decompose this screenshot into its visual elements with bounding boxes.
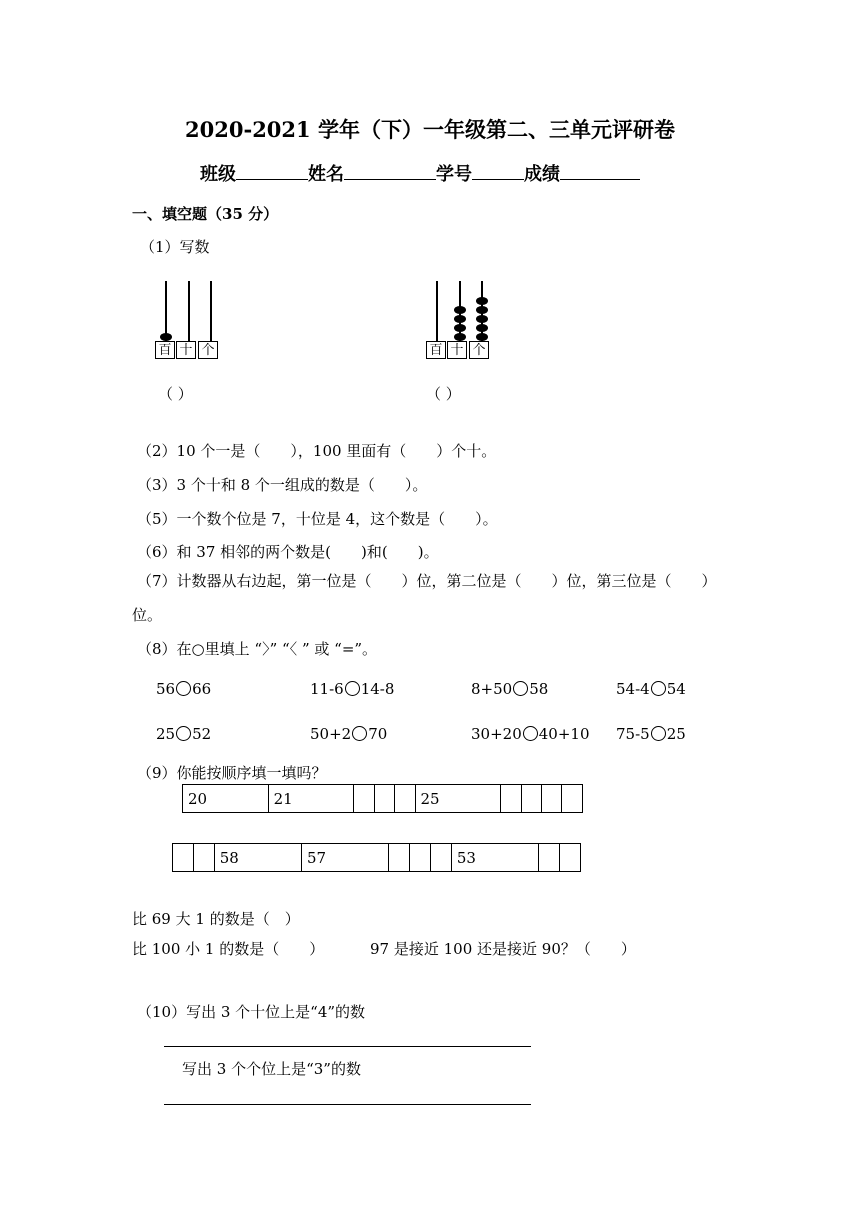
- q10-label2: 写出 3 个个位上是“3”的数: [182, 1060, 361, 1078]
- section-heading: 一、填空题（35 分）: [132, 205, 279, 223]
- q9-extra-line2a: 比 100 小 1 的数是（ ）: [132, 940, 325, 958]
- q5: （5）一个数个位是 7，十位是 4，这个数是（ ）。: [137, 510, 498, 528]
- compare-circle[interactable]: [651, 681, 666, 696]
- q10-label: （10）写出 3 个十位上是“4”的数: [137, 1003, 366, 1021]
- abacus-bead: [476, 297, 488, 305]
- sequence-cell[interactable]: [539, 844, 560, 872]
- abacus-bead: [160, 333, 172, 341]
- compare-item: 75-5 25: [616, 725, 686, 743]
- q7-line1: （7）计数器从右边起，第一位是（ ）位，第二位是（ ）位，第三位是（ ）: [137, 572, 717, 590]
- sequence-cell[interactable]: 21: [268, 785, 354, 813]
- abacus-bead: [454, 315, 466, 323]
- abacus-1: [155, 281, 255, 371]
- sequence-cell[interactable]: [354, 785, 374, 813]
- q9-label: （9）你能按顺序填一填吗？: [137, 764, 327, 782]
- compare-circle[interactable]: [352, 726, 367, 741]
- place-hundreds: 百: [426, 341, 446, 359]
- sequence-cell[interactable]: [542, 785, 562, 813]
- abacus-2: [426, 281, 526, 371]
- place-ones: 个: [469, 341, 489, 359]
- sequence-cell[interactable]: [562, 785, 583, 813]
- q9-extra-line2b: 97 是接近 100 还是接近 90？（ ）: [370, 940, 636, 958]
- q8-label: （8）在○里填上 “〉” “〈 ” 或 “=”。: [137, 640, 378, 658]
- abacus-bead: [476, 306, 488, 314]
- compare-item: 54-4 54: [616, 680, 686, 698]
- sequence-row-2: [172, 843, 581, 872]
- sequence-cell[interactable]: [431, 844, 452, 872]
- number-label: 学号: [436, 164, 472, 185]
- abacus-bead: [454, 306, 466, 314]
- place-tens: 十: [176, 341, 196, 359]
- compare-circle[interactable]: [651, 726, 666, 741]
- name-blank[interactable]: [344, 161, 436, 180]
- q7-line2: 位。: [132, 606, 163, 624]
- sequence-cell[interactable]: 57: [302, 844, 389, 872]
- name-label: 姓名: [308, 164, 344, 185]
- sequence-cell[interactable]: [410, 844, 431, 872]
- sequence-cell[interactable]: [173, 844, 194, 872]
- abacus-bead: [476, 333, 488, 341]
- sequence-cell[interactable]: [193, 844, 214, 872]
- rod-tens: [188, 281, 190, 341]
- compare-item: 30+20 40+10: [471, 725, 590, 743]
- compare-circle[interactable]: [176, 681, 191, 696]
- compare-item: 25 52: [156, 725, 212, 743]
- q6: （6）和 37 相邻的两个数是( )和( )。: [137, 543, 439, 561]
- sequence-cell[interactable]: [374, 785, 394, 813]
- place-tens: 十: [447, 341, 467, 359]
- abacus-bead: [454, 324, 466, 332]
- place-ones: 个: [198, 341, 218, 359]
- sequence-cell[interactable]: 20: [183, 785, 269, 813]
- compare-circle[interactable]: [513, 681, 528, 696]
- compare-circle[interactable]: [523, 726, 538, 741]
- abacus-bead: [476, 324, 488, 332]
- q9-extra-line1: 比 69 大 1 的数是（ ）: [132, 910, 300, 928]
- answer-line[interactable]: [164, 1046, 531, 1047]
- rod-hundreds: [436, 281, 438, 341]
- class-label: 班级: [200, 164, 236, 185]
- abacus-bead: [454, 333, 466, 341]
- sequence-cell[interactable]: 58: [214, 844, 301, 872]
- answer-paren-1[interactable]: （ ）: [158, 385, 193, 403]
- rod-ones: [210, 281, 212, 341]
- compare-item: 8+50 58: [471, 680, 549, 698]
- compare-circle[interactable]: [176, 726, 191, 741]
- q3: （3）3 个十和 8 个一组成的数是（ ）。: [137, 476, 428, 494]
- rod-hundreds: [165, 281, 167, 341]
- q1-label: （1）写数: [140, 238, 210, 256]
- sequence-cell[interactable]: 53: [451, 844, 538, 872]
- answer-paren-2[interactable]: （ ）: [426, 385, 461, 403]
- score-blank[interactable]: [560, 161, 640, 180]
- compare-item: 50+2 70: [310, 725, 388, 743]
- abacus-bead: [476, 315, 488, 323]
- number-blank[interactable]: [472, 161, 524, 180]
- q2: （2）10 个一是（ ），100 里面有（ ）个十。: [137, 442, 497, 460]
- compare-item: 56 66: [156, 680, 212, 698]
- student-info-row: [200, 160, 640, 186]
- compare-circle[interactable]: [345, 681, 360, 696]
- sequence-cell[interactable]: [501, 785, 521, 813]
- sequence-cell[interactable]: 25: [415, 785, 501, 813]
- sequence-row-1: [182, 784, 583, 813]
- sequence-cell[interactable]: [395, 785, 415, 813]
- sequence-cell[interactable]: [560, 844, 581, 872]
- class-blank[interactable]: [236, 161, 308, 180]
- page-title: 2020-2021 学年（下）一年级第二、三单元评研卷: [185, 117, 675, 142]
- score-label: 成绩: [524, 164, 560, 185]
- sequence-cell[interactable]: [521, 785, 541, 813]
- sequence-cell[interactable]: [389, 844, 410, 872]
- place-hundreds: 百: [155, 341, 175, 359]
- answer-line[interactable]: [164, 1104, 531, 1105]
- compare-item: 11-6 14-8: [310, 680, 395, 698]
